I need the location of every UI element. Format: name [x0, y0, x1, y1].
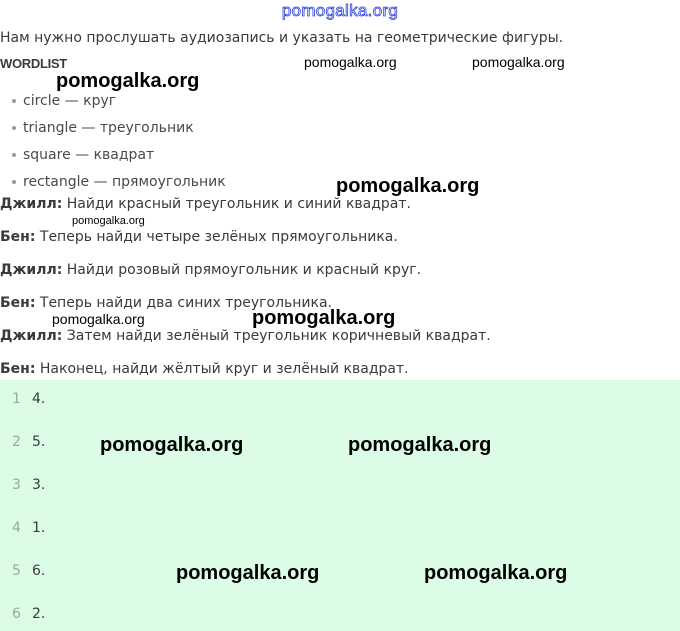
bullet-icon	[12, 99, 16, 103]
watermark: pomogalka.org	[348, 434, 492, 456]
wordlist-title: WORDLIST	[0, 56, 67, 71]
watermark: pomogalka.org	[472, 54, 565, 70]
watermark: pomogalka.org	[336, 175, 480, 197]
speaker-name: Бен:	[0, 361, 36, 377]
bullet-icon	[12, 126, 16, 130]
site-logo[interactable]: pomogalka.org	[281, 1, 399, 20]
speaker-name: Бен:	[0, 229, 36, 245]
watermark: pomogalka.org	[252, 307, 396, 329]
wordlist-item: triangle — треугольник	[12, 120, 194, 136]
answer-value: 4.	[32, 391, 46, 407]
dialogue-text: Наконец, найди жёлтый круг и зелёный квадрат.	[35, 361, 409, 377]
watermark: pomogalka.org	[52, 311, 145, 327]
answer-number: 5	[12, 563, 21, 579]
answer-number: 1	[12, 391, 21, 407]
dialogue-line	[0, 361, 409, 377]
watermark: pomogalka.org	[100, 434, 244, 456]
answer-number: 2	[12, 434, 21, 450]
watermark: pomogalka.org	[56, 70, 200, 92]
answer-value: 5.	[32, 434, 46, 450]
answer-value: 6.	[32, 563, 46, 579]
dialogue-text: Теперь найди два синих треугольника.	[35, 295, 333, 311]
watermark: pomogalka.org	[304, 54, 397, 70]
speaker-name: Бен:	[0, 295, 36, 311]
dialogue-line	[0, 328, 491, 344]
answer-number: 6	[12, 606, 21, 622]
answer-value: 1.	[32, 520, 46, 536]
watermark: pomogalka.org	[72, 215, 145, 227]
dialogue-line	[0, 229, 398, 245]
dialogue-text: Найди красный треугольник и синий квадрат.	[62, 196, 411, 212]
wordlist-item: rectangle — прямоугольник	[12, 174, 226, 190]
answer-value: 3.	[32, 477, 46, 493]
dialogue-text: Затем найди зелёный треугольник коричневый квадрат.	[62, 328, 491, 344]
answer-number: 4	[12, 520, 21, 536]
wordlist-item: square — квадрат	[12, 147, 154, 163]
dialogue-text: Теперь найди четыре зелёных прямоугольника.	[35, 229, 398, 245]
bullet-icon	[12, 153, 16, 157]
answer-number: 3	[12, 477, 21, 493]
wordlist-item: circle — круг	[12, 93, 116, 109]
answers-panel	[0, 380, 680, 631]
speaker-name: Джилл:	[0, 196, 63, 212]
speaker-name: Джилл:	[0, 262, 63, 278]
watermark: pomogalka.org	[176, 562, 320, 584]
dialogue-text: Найди розовый прямоугольник и красный круг.	[62, 262, 422, 278]
answer-value: 2.	[32, 606, 46, 622]
intro-text: Нам нужно прослушать аудиозапись и указать на геометрические фигуры.	[0, 30, 564, 46]
bullet-icon	[12, 180, 16, 184]
watermark: pomogalka.org	[424, 562, 568, 584]
speaker-name: Джилл:	[0, 328, 63, 344]
dialogue-line	[0, 262, 421, 278]
dialogue-line	[0, 196, 411, 212]
